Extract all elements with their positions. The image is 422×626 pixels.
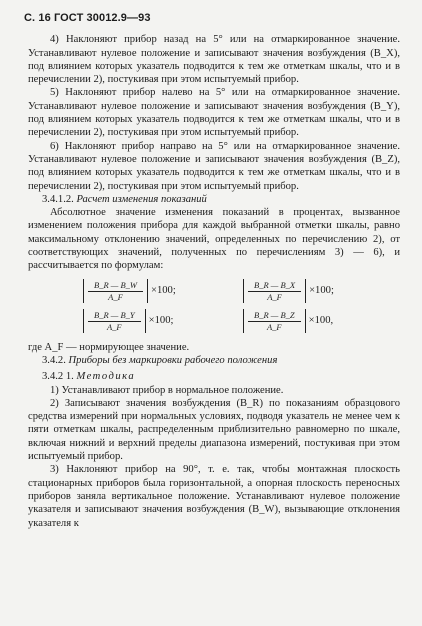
formula-y: $\frac{B\_R — B\_Y}{A\_F}$ ×100; xyxy=(83,309,173,333)
section-3412-heading xyxy=(42,193,400,206)
method-step-3: 3) Наклоняют прибор на 90°, т. е. так, чтобы монтажная плоскость стационарных приборов была горизонтальной, а опорная плоскость переносных приборов заняла вертикальное положение. Устанавливают нулевое положение указателя и записывают значения возбуждения (B_W), вызывающие отклонения указателя к xyxy=(28,464,400,529)
formula-x: $\frac{B\_R — B\_X}{A\_F}$ ×100; xyxy=(243,279,334,303)
method-step-2: 2) Записывают значения возбуждения (B_R) по показаниям образцового средства измерений при нормальных условиях, подводя указатель не менее чем к пяти отметкам шкалы, распределенным приблизительно равномерно по шкале, включая нижний и верхний пределы диапазона измерений, постукивая при этом испытуемый прибор. xyxy=(28,397,400,463)
page-header: С. 16 ГОСТ 30012.9—93 xyxy=(24,12,151,24)
section-3421-heading xyxy=(42,370,400,383)
where-note: где A_F — нормирующее значение. xyxy=(28,341,190,353)
formula-w: $\frac{B\_R — B\_W}{A\_F}$ ×100; xyxy=(83,279,176,303)
formula-z: $\frac{B\_R — B\_Z}{A\_F}$ ×100, xyxy=(243,309,333,333)
section-title: Расчет изменения показаний xyxy=(76,193,207,205)
section-title: Приборы без маркировки рабочего положения xyxy=(68,354,278,366)
formula-block xyxy=(28,277,400,339)
paragraph-calculation: Абсолютное значение изменения показаний в процентах, вызванное изменением положения прибора для каждой выбранной отметки шкалы, равно максимальному отклонению значений, определенных по перечислению 2), от соответствующих значений, полученных по перечислениям 3) — 6), и рассчитывается по формулам: xyxy=(28,207,400,272)
section-342-heading xyxy=(42,354,400,367)
section-number: 3.4.1.2. xyxy=(42,193,74,205)
paragraph-4: 4) Наклоняют прибор назад на 5° или на отмаркированное значение. Устанавливают нулевое положение и записывают значения возбуждения (B_X), под влиянием которых указатель подводится к тем же отметкам шкалы, что и в перечислении 2), постукивая при этом испытуемый прибор. xyxy=(28,34,400,86)
section-number: 3.4.2 1. xyxy=(42,371,74,383)
section-number: 3.4.2. xyxy=(42,354,66,366)
paragraph-5: 5) Наклоняют прибор налево на 5° или на отмаркированное значение. Устанавливают нулевое положение и записывают значения возбуждения (B_Y), под влиянием которых указатель подводится к тем же отметкам шкалы, что и в перечислении 2), постукивая при этом испытуемый прибор. xyxy=(28,87,400,139)
method-step-1: 1) Устанавливают прибор в нормальное положение. xyxy=(50,384,284,396)
paragraph-6: 6) Наклоняют прибор направо на 5° или на отмаркированное значение. Устанавливают нулевое положение и записывают значения возбуждения (B_Z), под влиянием которых указатель подводится к тем же отметкам шкалы, что и в перечислении 2), постукивая при этом испытуемый прибор. xyxy=(28,140,400,192)
section-title: Методика xyxy=(76,371,136,383)
